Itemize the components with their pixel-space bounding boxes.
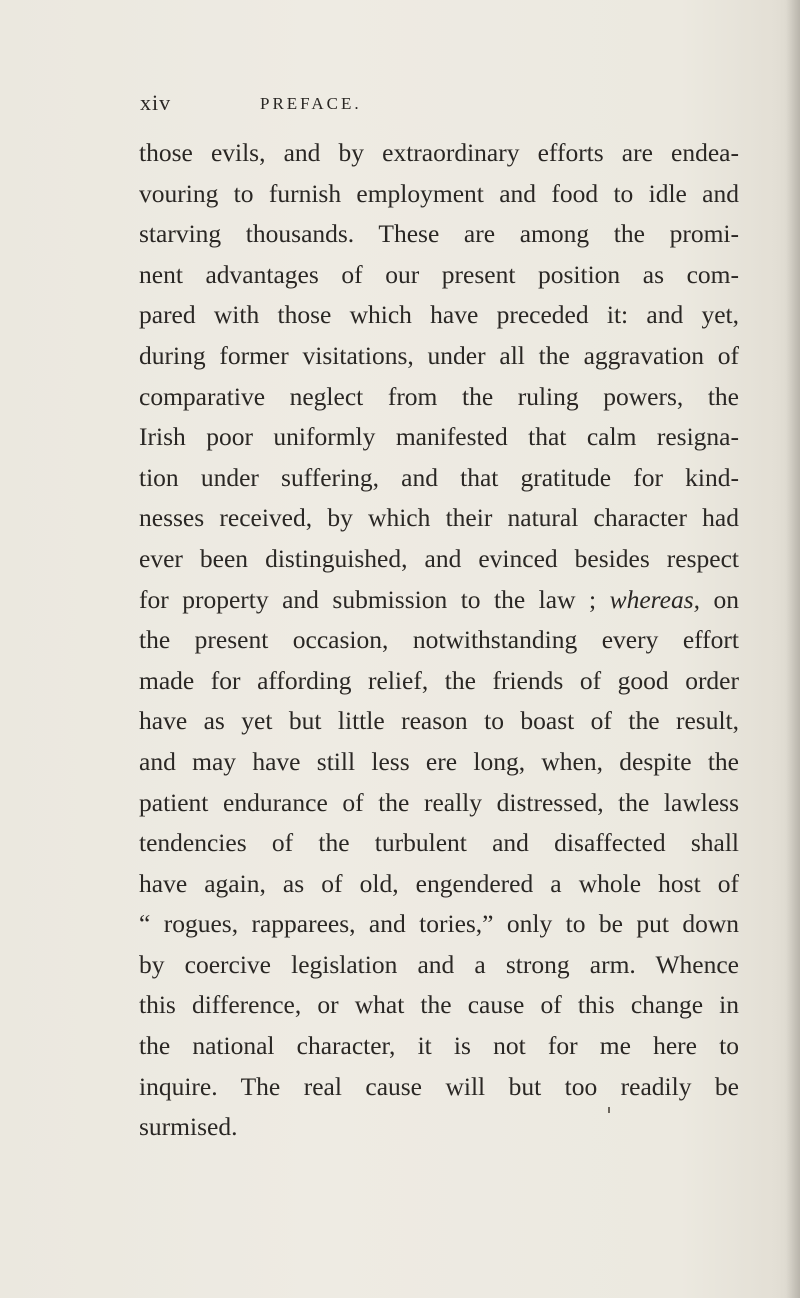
text-line: starving thousands. These are among the promi- [139,219,739,249]
running-head: PREFACE. [260,94,362,113]
text-line: patient endurance of the really distressed, the lawless [139,787,739,817]
text-line: the present occasion, notwithstanding every effort [139,625,739,655]
text-line-end: on [713,584,740,614]
text-line-start: for property and submission to the law ; [139,584,597,614]
text-line-last: surmised. [139,1112,238,1142]
text-line: nesses received, by which their natural character had [139,503,739,533]
page-edge-shadow [786,0,800,1298]
italic-word: whereas, [609,584,701,614]
text-line: those evils, and by extraordinary efforts are endea- [139,138,739,167]
page-number: xiv [140,90,172,115]
text-line: have again, as of old, engendered a whole host of [139,868,739,898]
text-line: by coercive legislation and a strong arm. Whence [139,949,739,979]
text-line: made for affording relief, the friends of good order [139,665,739,695]
text-line: comparative neglect from the ruling powers, the [139,381,739,411]
text-line: pared with those which have preceded it: and yet, [139,300,739,330]
text-line-with-italic [139,580,739,621]
text-line: nent advantages of our present position as com- [139,259,739,289]
text-line: have as yet but little reason to boast of the result, [139,706,739,736]
text-line: ever been distinguished, and evinced besides respect [139,543,739,573]
page-header [140,90,560,120]
print-mark [608,1107,610,1113]
text-line: vouring to furnish employment and food to idle and [139,178,739,208]
text-line: “ rogues, rapparees, and tories,” only to be put down [139,909,739,939]
text-line: the national character, it is not for me here to [139,1031,739,1061]
text-line: this difference, or what the cause of this change in [139,990,739,1020]
text-line: tion under suffering, and that gratitude for kind- [139,462,739,492]
text-line: during former visitations, under all the aggravation of [139,340,739,370]
text-line: and may have still less ere long, when, despite the [139,746,739,776]
text-line: Irish poor uniformly manifested that calm resigna- [139,422,739,452]
text-line: tendencies of the turbulent and disaffected shall [139,828,739,858]
body-text [139,133,739,1148]
text-line: inquire. The real cause will but too readily be [139,1071,739,1101]
